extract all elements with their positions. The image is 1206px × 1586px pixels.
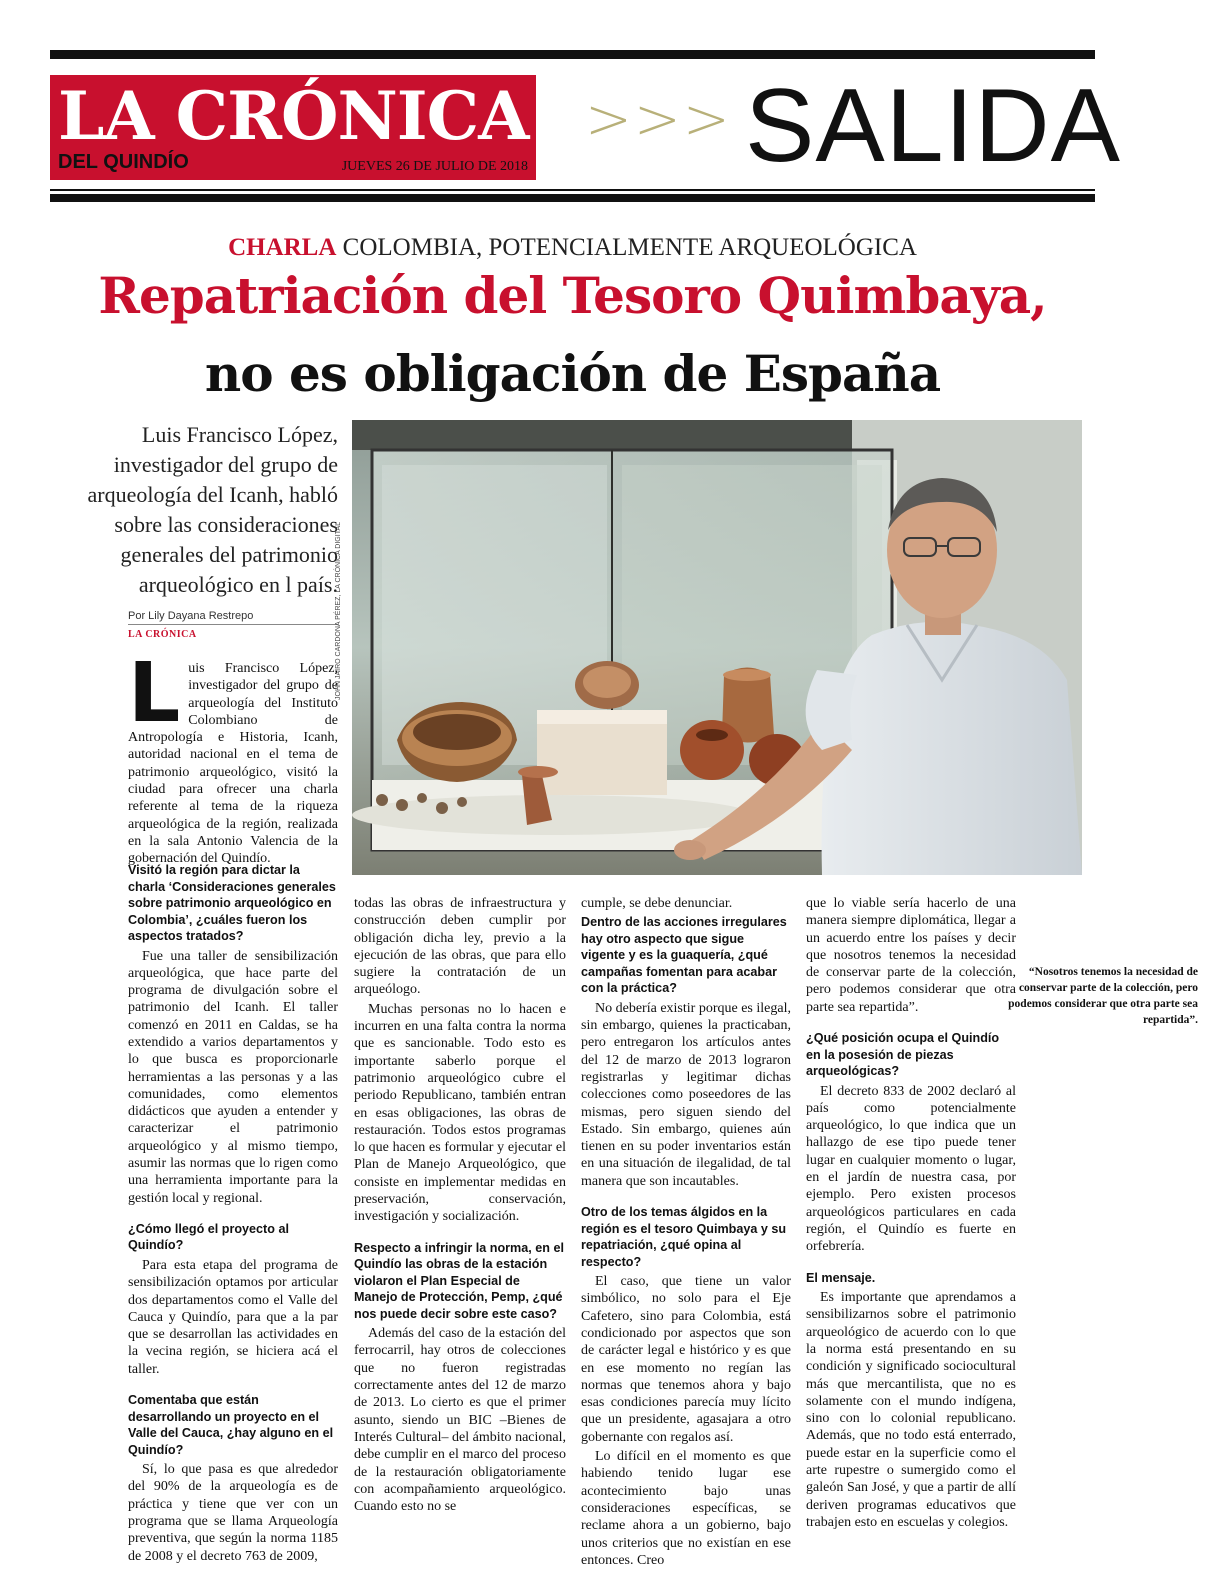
answer-7: El decreto 833 de 2002 declaró al país como potencialmente arqueológico, lo que indica que un hallazgo de ese tipo puede tener lugar en cualquier momento o lugar, en el jardín de nuestra casa, por ejemplo. Pero existen procesos arqueológicos particulares en cada región, el Quindío es fuerte en orfebrería. xyxy=(806,1083,1016,1255)
section-title: SALIDA xyxy=(745,68,1121,184)
question-4: Respecto a infringir la norma, en el Quindío las obras de la estación violaron el Plan Especial de Manejo de Protección, Pemp, ¿qué nos puede decir sobre este caso? xyxy=(354,1240,564,1321)
column-1 xyxy=(128,862,338,1567)
headline-line-2: no es obligación de España xyxy=(204,344,941,403)
column-4 xyxy=(806,895,1016,1533)
answer-1: Fue una taller de sensibilización arqueológica, que hace parte del programa de divulgación sobre el patrimonio del Icanh. El taller comenzó en 2011 en Caldas, se ha extendido a varios departamentos y lo que busca es proporcionarle herramientas a las personas y a las comunidades, como elementos didácticos que ayuden a entender y caracterizar el patrimonio arqueológico y al mismo tiempo, asumir las normas que lo rigen como una herramienta importante para la gestión local y regional. xyxy=(128,948,338,1206)
masthead-logo[interactable] xyxy=(50,75,536,180)
headline-line-1: Repatriación del Tesoro Quimbaya, xyxy=(98,266,1047,325)
continued-paragraph: que lo viable sería hacerlo de una manera siempre diplomática, llegar a un acuerdo entre los países y decir que nosotros tenemos la necesidad de conservar parte de la colección, pero podemos considerar que otra parte sea repartida”. xyxy=(806,896,1016,1015)
question-3: Comentaba que están desarrollando un proyecto en el Valle del Cauca, ¿hay alguno en el Quindío? xyxy=(128,1393,334,1457)
masthead-subtitle: DEL QUINDÍO xyxy=(58,151,189,173)
question-5: Dentro de las acciones irregulares hay otro aspecto que sigue vigente y es la guaquería, ¿qué campañas fomentan para acabar con la práctica? xyxy=(581,915,787,996)
bottom-thin-rule xyxy=(50,189,1095,191)
column-2 xyxy=(354,895,566,1517)
dropcap-letter: L xyxy=(128,646,181,741)
kicker-label: CHARLA xyxy=(228,234,337,261)
continued-paragraph: cumple, se debe denunciar. xyxy=(581,896,733,911)
chevron-icon: >>> xyxy=(585,87,732,152)
answer-8: Es importante que aprendamos a sensibilizarnos sobre el patrimonio arqueológico de acuerdo con lo que la norma está presentando en su condición y significado sociocultural más que mercantilista, que no es solamente con el mundo indígena, sino con lo colonial republicano. Además, que no todo está enterrado, puede estar en la superficie como el arte rupestre o sumergido como el galeón San José, y que a partir de allí deriven programas educativos que trabajen esto en escuelas y colegios. xyxy=(806,1290,1016,1530)
question-2: ¿Cómo llegó el proyecto al Quindío? xyxy=(128,1221,289,1253)
article-deck: Luis Francisco López, investigador del grupo de arqueología del Icanh, habló sobre las consideraciones generales del patrimonio arqueológico en l país. xyxy=(87,422,338,597)
pull-quote: “Nosotros tenemos la necesidad de conservar parte de la colección, pero podemos considerar que otra parte sea repartida”. xyxy=(980,960,1206,1032)
answer-2: Para esta etapa del programa de sensibilización optamos por articular dos departamentos como el Valle del Cauca y Quindío, para que a la par que se desarrollan las actividades en la vecina región, se hiciera acá el taller. xyxy=(128,1257,338,1377)
issue-date: JUEVES 26 DE JULIO DE 2018 xyxy=(341,159,528,174)
column-3 xyxy=(581,895,791,1571)
kicker xyxy=(0,234,1145,262)
museum-display-image xyxy=(352,420,1082,875)
question-7: ¿Qué posición ocupa el Quindío en la posesión de piezas arqueológicas? xyxy=(806,1031,1000,1079)
answer-5: No debería existir porque es ilegal, sin embargo, quienes la practicaban, pero entregaron los artículos antes del 12 de marzo de 2013 lograron registrarlas y legitimar dichas colecciones como poseedores de las mismas, pero siguen siendo del Estado. Sin embargo, quienes aún tienen en su poder inventarios están en una situación de ilegalidad, de tal manera que son incautables. xyxy=(581,1000,791,1189)
paragraph: Muchas personas no lo hacen e incurren en una falta contra la norma que es sancionable. Todo esto es importante saberlo porque el patrimonio arqueológico cubre el periodo Republicano, también entran en esas obligaciones, las obras de restauración. Todos estos programas lo que hacen es formular y ejecutar el Plan de Manejo Arqueológico, que consiste en implementar medidas en preservación, conservación, investigación y socialización. xyxy=(354,1001,566,1225)
paragraph: Lo difícil en el momento es que habiendo tenido lugar ese acontecimiento bajo unas consideraciones específicas, se reclame ahora a un gobierno, bajo unos criterios que no existían en ese entonces. Creo xyxy=(581,1449,791,1568)
byline-org: LA CRÓNICA xyxy=(128,629,197,640)
continued-paragraph: todas las obras de infraestructura y construcción deben cumplir por obligación dicha ley, previo a la ejecución de las obras, que para ello sugiere la contratación de un arqueólogo. xyxy=(354,896,566,998)
byline: Por Lily Dayana Restrepo xyxy=(128,610,338,625)
question-1: Visitó la región para dictar la charla ‘Consideraciones generales sobre patrimonio arqueológico en Colombia’, ¿cuáles fueron los aspectos tratados? xyxy=(128,863,336,943)
answer-4: Además del caso de la estación del ferrocarril, hay otros de colecciones que no fueron registradas correctamente antes del 12 de marzo de 2013. Lo cierto es que el primer asunto, siendo un BIC –Bienes de Interés Cultural– del ámbito nacional, debe cumplir en el marco del proceso de la restauración obligatoriamente con acompañamiento arqueológico. Cuando esto no se xyxy=(354,1326,566,1515)
bottom-rule xyxy=(50,194,1095,202)
kicker-text: COLOMBIA, POTENCIALMENTE ARQUEOLÓGICA xyxy=(342,234,917,261)
answer-3: Sí, lo que pasa es que alrededor del 90% de la arqueología es de práctica y tiene que ver con un programa que se llama Arqueología preventiva, que según la norma 1185 de 2008 y el decreto 763 de 2009, xyxy=(128,1462,338,1564)
masthead-name: LA CRÓNICA xyxy=(58,77,529,155)
lead-paragraph xyxy=(128,646,338,868)
lead-text: uis Francisco López, investigador del grupo de arqueología del Instituto Colombiano de Antropología e Historia, Icanh, autoridad nacional en el tema de patrimonio arqueológico, visitó la ciudad para ofrecer una charla referente al tema de la riqueza arqueológica de la región, realizada en la sala Antonio Valencia de la gobernación del Quindío. xyxy=(128,661,338,867)
top-rule xyxy=(50,50,1095,59)
photo-credit: JOHN JAIRO CARDONA PÉREZ, LA CRÓNICA DIGITAL xyxy=(335,521,342,700)
question-8: El mensaje. xyxy=(806,1270,876,1285)
answer-6: El caso, que tiene un valor simbólico, no solo para el Eje Cafetero, sino para Colombia, está condicionado por aspectos que son de carácter legal e histórico y es que en ese momento no regían las normas que tenemos ahora y bajo esas condiciones parecía muy lícito que un presidente, agasajara a otro gobernante con regalos así. xyxy=(581,1274,791,1445)
question-6: Otro de los temas álgidos en la región es el tesoro Quimbaya y su repatriación, ¿qué opina al respecto? xyxy=(581,1205,787,1269)
